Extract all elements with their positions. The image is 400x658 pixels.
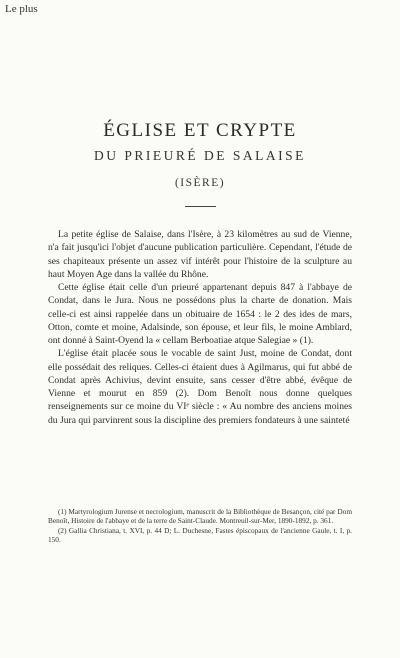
footnotes — [48, 507, 352, 544]
document-subtitle: DU PRIEURÉ DE SALAISE — [94, 148, 306, 163]
footnote: (1) Martyrologium Jurense et necrologium, manuscrit de la Bibliothèque de Besançon, cité par Dom Benoît, Histoire de l'abbaye et de la terre de Saint-Claude. Montreuil-sur-Mer, 1890-1892, p. 361. — [48, 507, 352, 526]
title-divider — [185, 206, 216, 207]
footnote: (2) Gallia Christiana, t. XVI, p. 44 D; L. Duchesne, Fastes épiscopaux de l'ancienne Gaule, t. I, p. 150. — [48, 525, 352, 544]
body-text — [48, 228, 352, 427]
document-region: (ISÈRE) — [174, 177, 226, 189]
paragraph: La petite église de Salaise, dans l'Isère, à 23 kilomètres au sud de Vienne, n'a fait jusqu'ici l'objet d'aucune publication particulière. Cependant, l'étude de ses chapiteaux présente un assez vif intérêt pour l'histoire de la sculpture au haut Moyen Age dans la vallée du Rhône. — [48, 229, 352, 280]
paragraph: Cette église était celle d'un prieuré appartenant depuis 847 à l'abbaye de Condat, dans le Jura. Nous ne possédons plus la charte de donation. Mais celle-ci est ainsi rappelée dans un obituaire de 1654 : le 2 des ides de mars, Otton, comte et moine, Adalsinde, son épouse, et leur fils, le moine Amblard, ont donné à Saint-Oyend la « cellam Berboatiae atque Salegiae » (1). — [48, 282, 352, 346]
paragraph: L'église était placée sous le vocable de saint Just, moine de Condat, dont elle possédait des reliques. Celles-ci étaient dues à Agilmarus, qui fut abbé de Condat après Achivius, devint ensuite, sans cesser d'être abbé, évêque de Vienne et mourut en 859 (2). Dom Benoît nous donne quelques renseignements sur ce moine du VIᵉ siècle : « Au nombre des anciens moines du Jura qui parvinrent sous la discipline des premiers fondateurs à une sainteté — [48, 348, 352, 426]
header-label: Le plus — [5, 3, 38, 15]
document-title: ÉGLISE ET CRYPTE — [103, 120, 297, 141]
